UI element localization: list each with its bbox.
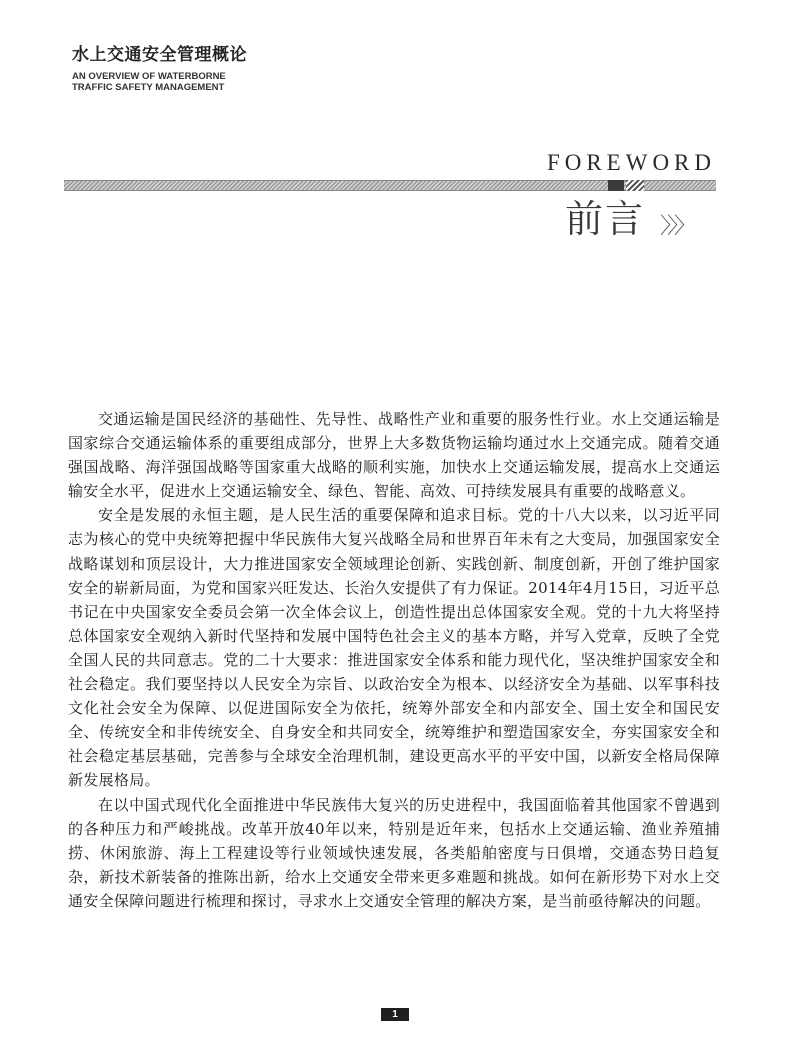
chevron-right-icon: 〉〉〉 [660,214,693,239]
section-title-english: FOREWORD [546,150,716,175]
foreword-body [68,407,720,913]
paragraph-3: 在以中国式现代化全面推进中华民族伟大复兴的历史进程中，我国面临着其他国家不曾遇到的各种压力和严峻挑战。改革开放40年以来，特别是近年来，包括水上交通运输、渔业养殖捕捞、休闲旅游、海上工程建设等行业领域快速发展，各类船舶密度与日俱增，交通态势日趋复杂，新技术新装备的推陈出新，给水上交通安全带来更多难题和挑战。如何在新形势下对水上交通安全保障问题进行梳理和探讨，寻求水上交通安全管理的解决方案，是当前亟待解决的问题。 [68,795,720,910]
page-number: 1 [381,1008,409,1021]
section-title-chinese: 前言 [565,197,646,241]
paragraph-1: 交通运输是国民经济的基础性、先导性、战略性产业和重要的服务性行业。水上交通运输是国家综合交通运输体系的重要组成部分，世界上大多数货物运输均通过水上交通完成。随着交通强国战略、海洋强国战略等国家重大战略的顺利实施，加快水上交通运输发展，提高水上交通运输安全水平，促进水上交通运输安全、绿色、智能、高效、可持续发展具有重要的战略意义。 [68,410,720,501]
book-title-english: AN OVERVIEW OF WATERBORNE TRAFFIC SAFETY MANAGEMENT [72,71,226,93]
decorative-rule [64,180,716,191]
rule-hatched-segment [626,180,644,191]
paragraph-2: 安全是发展的永恒主题，是人民生活的重要保障和追求目标。党的十八大以来，以习近平同志为核心的党中央统筹把握中华民族伟大复兴战略全局和世界百年未有之大变局，加强国家安全战略谋划和顶层设计，大力推进国家安全领域理论创新、实践创新、制度创新，开创了维护国家安全的崭新局面，为党和国家兴旺发达、长治久安提供了有力保证。2014年4月15日，习近平总书记在中央国家安全委员会第一次全体会议上，创造性提出总体国家安全观。党的十九大将坚持总体国家安全观纳入新时代坚持和发展中国特色社会主义的基本方略，并写入党章，反映了全党全国人民的共同意志。党的二十大要求：推进国家安全体系和能力现代化，坚决维护国家安全和社会稳定。我们要坚持以人民安全为宗旨、以政治安全为根本、以经济安全为基础、以军事科技文化社会安全为保障、以促进国际安全为依托，统筹外部安全和内部安全、国土安全和国民安全、传统安全和非传统安全、自身安全和共同安全，统筹维护和塑造国家安全，夯实国家安全和社会稳定基层基础，完善参与全球安全治理机制，建设更高水平的平安中国，以新安全格局保障新发展格局。 [68,506,720,790]
rule-dark-segment [608,180,624,191]
book-title-chinese: 水上交通安全管理概论 [72,45,247,65]
book-header [72,44,392,93]
